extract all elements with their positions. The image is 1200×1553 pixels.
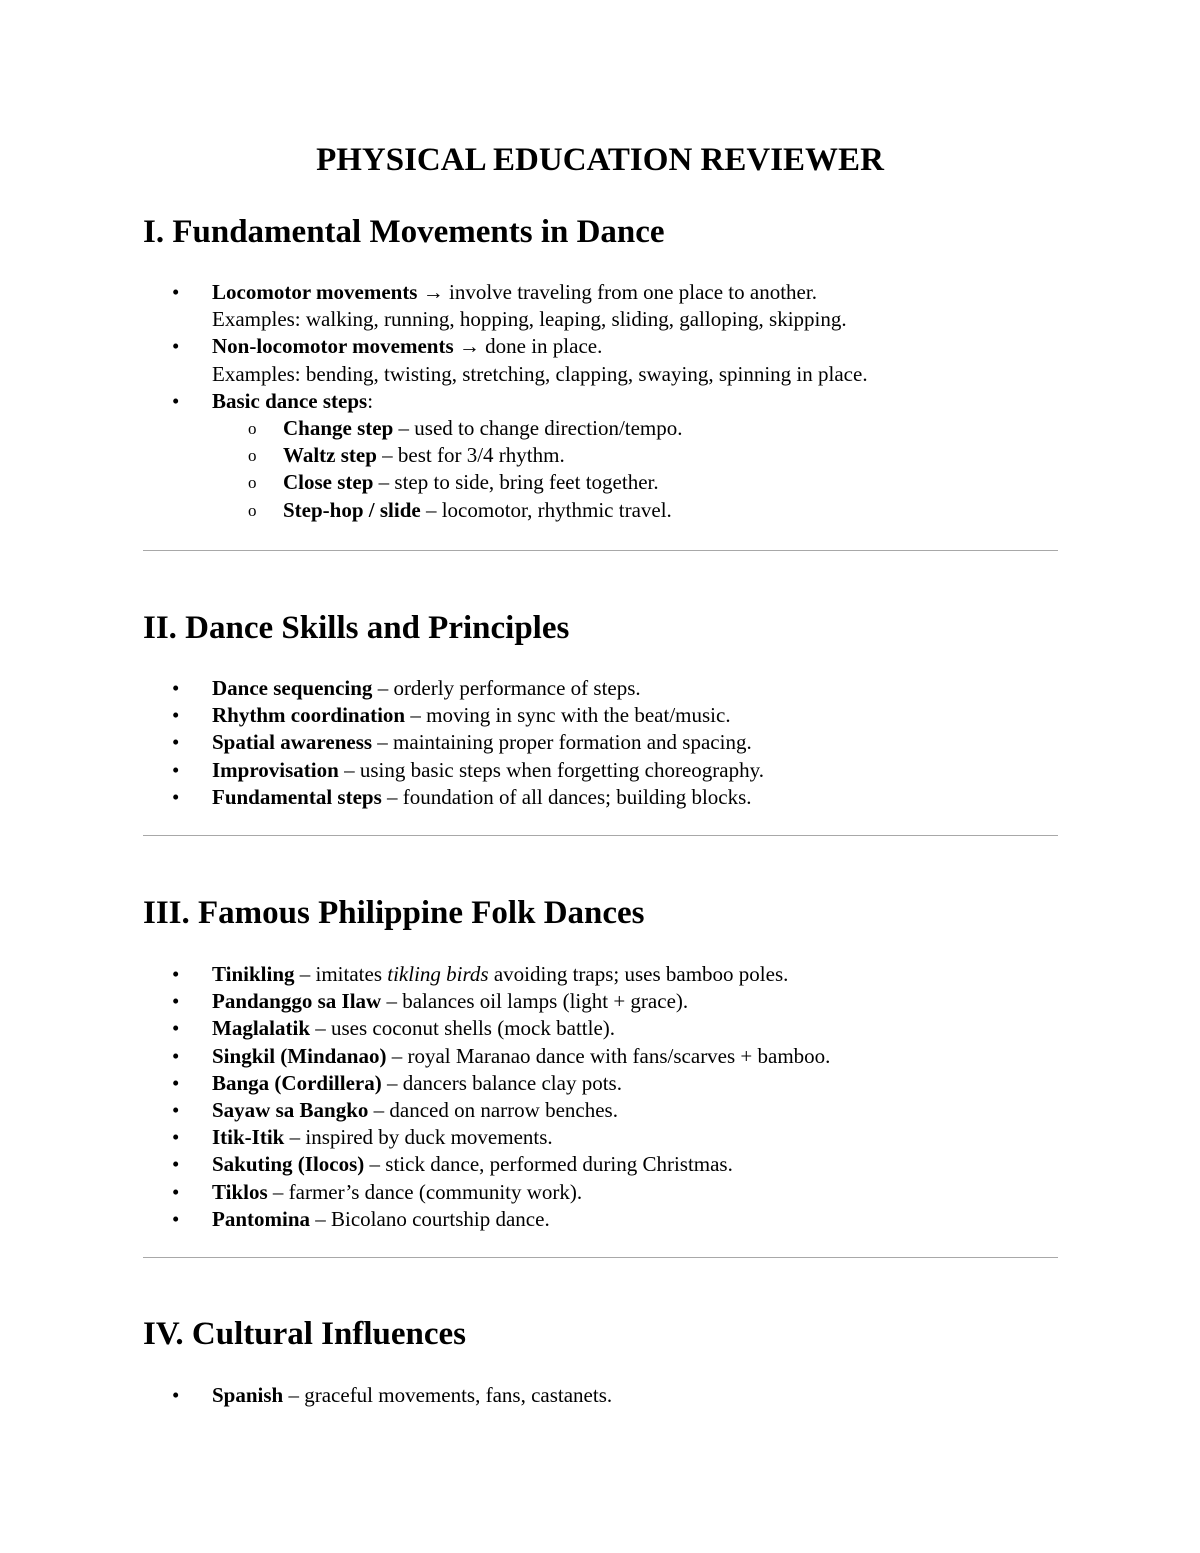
item-description: done in place. (485, 334, 603, 359)
bullet-icon: • (172, 962, 180, 986)
bullet-icon: • (172, 388, 180, 413)
bullet-icon: • (172, 334, 180, 359)
item-term: Itik-Itik (212, 1125, 285, 1150)
item-term: Spatial awareness (212, 730, 373, 755)
list-item (143, 333, 1058, 387)
bullet-icon: • (172, 1152, 180, 1177)
item-description: – uses coconut shells (mock battle). (310, 1016, 616, 1041)
item-term: Non-locomotor movements (212, 334, 454, 359)
section-divider (143, 1257, 1058, 1258)
section-divider (143, 835, 1058, 836)
item-description: – locomotor, rhythmic travel. (420, 497, 672, 522)
item-term: Step-hop / slide (283, 497, 421, 522)
item-description: – graceful movements, fans, castanets. (283, 1383, 613, 1407)
cultural-influences-list (143, 1382, 1058, 1409)
item-term: Rhythm coordination (212, 703, 406, 728)
dance-skills-list (143, 675, 1058, 811)
item-term: Change step (283, 416, 394, 441)
list-item (143, 1179, 1058, 1206)
item-term: Locomotor movements (212, 280, 418, 304)
item-term: Singkil (Mindanao) (212, 1043, 387, 1068)
bullet-icon: • (172, 1179, 180, 1204)
circle-bullet-icon: o (248, 500, 257, 520)
sub-list-item (212, 497, 1058, 524)
bullet-icon: • (172, 1016, 180, 1041)
item-term: Dance sequencing (212, 676, 373, 700)
item-term: Maglalatik (212, 1016, 310, 1041)
list-item (143, 702, 1058, 729)
item-term: Basic dance steps (212, 388, 368, 413)
item-description-pre: – imitates (294, 962, 388, 986)
list-item (143, 1043, 1058, 1070)
item-description: – using basic steps when forgetting choreography. (338, 757, 764, 782)
bullet-icon: • (172, 784, 180, 809)
item-term: Spanish (212, 1383, 284, 1407)
item-description: – foundation of all dances; building blocks. (381, 784, 752, 809)
circle-bullet-icon: o (248, 446, 257, 466)
list-item (143, 388, 1058, 524)
sub-list-item (212, 442, 1058, 469)
item-term: Pandanggo sa Ilaw (212, 989, 382, 1014)
item-examples: Examples: bending, twisting, stretching, clapping, swaying, spinning in place. (212, 361, 868, 386)
item-description: – used to change direction/tempo. (393, 416, 683, 441)
item-description: – stick dance, performed during Christmas. (364, 1152, 733, 1177)
list-item (143, 1070, 1058, 1097)
bullet-icon: • (172, 280, 180, 304)
bullet-icon: • (172, 1070, 180, 1095)
bullet-icon: • (172, 1125, 180, 1150)
list-item (143, 757, 1058, 784)
list-item (143, 1151, 1058, 1178)
sub-list-item (212, 415, 1058, 442)
item-description: involve traveling from one place to another. (448, 280, 817, 304)
sub-list-item (212, 469, 1058, 496)
bullet-icon: • (172, 1206, 180, 1231)
item-description-emphasis: tikling birds (387, 962, 489, 986)
list-item (143, 675, 1058, 702)
item-separator: → (453, 334, 486, 359)
document-title: PHYSICAL EDUCATION REVIEWER (316, 142, 884, 178)
item-description: – royal Maranao dance with fans/scarves + bamboo. (386, 1043, 831, 1068)
item-description: – moving in sync with the beat/music. (405, 703, 731, 728)
bullet-icon: • (172, 730, 180, 755)
item-term: Close step (283, 470, 374, 495)
list-item (143, 988, 1058, 1015)
section-heading-folk-dances: III. Famous Philippine Folk Dances (143, 895, 645, 931)
item-term: Tiklos (212, 1179, 268, 1204)
list-item (143, 1206, 1058, 1233)
list-item (143, 1124, 1058, 1151)
item-description: – balances oil lamps (light + grace). (381, 989, 689, 1014)
item-description: – dancers balance clay pots. (381, 1070, 622, 1095)
item-description: – orderly performance of steps. (372, 676, 641, 700)
item-term: Sayaw sa Bangko (212, 1098, 369, 1123)
item-term: Improvisation (212, 757, 339, 782)
bullet-icon: • (172, 1043, 180, 1068)
item-term: Tinikling (212, 962, 295, 986)
bullet-icon: • (172, 989, 180, 1014)
item-description-post: avoiding traps; uses bamboo poles. (488, 962, 789, 986)
item-term: Waltz step (283, 443, 377, 468)
circle-bullet-icon: o (248, 473, 257, 493)
circle-bullet-icon: o (248, 419, 257, 439)
item-term: Banga (Cordillera) (212, 1070, 382, 1095)
bullet-icon: • (172, 676, 180, 700)
folk-dances-list (143, 961, 1058, 1233)
item-examples: Examples: walking, running, hopping, leaping, sliding, galloping, skipping. (212, 307, 847, 332)
list-item (143, 1382, 1058, 1409)
bullet-icon: • (172, 757, 180, 782)
section-divider (143, 550, 1058, 551)
list-item (143, 1097, 1058, 1124)
item-description: – maintaining proper formation and spacing. (372, 730, 752, 755)
item-term: Pantomina (212, 1206, 311, 1231)
item-term: Fundamental steps (212, 784, 382, 809)
section-heading-fundamental-movements: I. Fundamental Movements in Dance (143, 214, 665, 250)
bullet-icon: • (172, 1383, 180, 1407)
bullet-icon: • (172, 1098, 180, 1123)
item-description: – best for 3/4 rhythm. (376, 443, 565, 468)
item-description: – danced on narrow benches. (368, 1098, 618, 1123)
section-heading-dance-skills: II. Dance Skills and Principles (143, 610, 570, 646)
item-term: Sakuting (Ilocos) (212, 1152, 365, 1177)
list-item (143, 784, 1058, 811)
list-item (143, 279, 1058, 333)
list-item (143, 961, 1058, 988)
item-separator: : (367, 388, 374, 413)
item-separator: → (417, 280, 449, 304)
basic-dance-steps-sublist (212, 415, 1058, 524)
list-item (143, 729, 1058, 756)
item-description: – farmer’s dance (community work). (267, 1179, 583, 1204)
bullet-icon: • (172, 703, 180, 728)
fundamental-movements-list (143, 279, 1058, 524)
section-heading-cultural-influences: IV. Cultural Influences (143, 1316, 467, 1352)
list-item (143, 1015, 1058, 1042)
item-description: – inspired by duck movements. (284, 1125, 553, 1150)
item-description: – Bicolano courtship dance. (310, 1206, 550, 1231)
item-description: – step to side, bring feet together. (373, 470, 659, 495)
